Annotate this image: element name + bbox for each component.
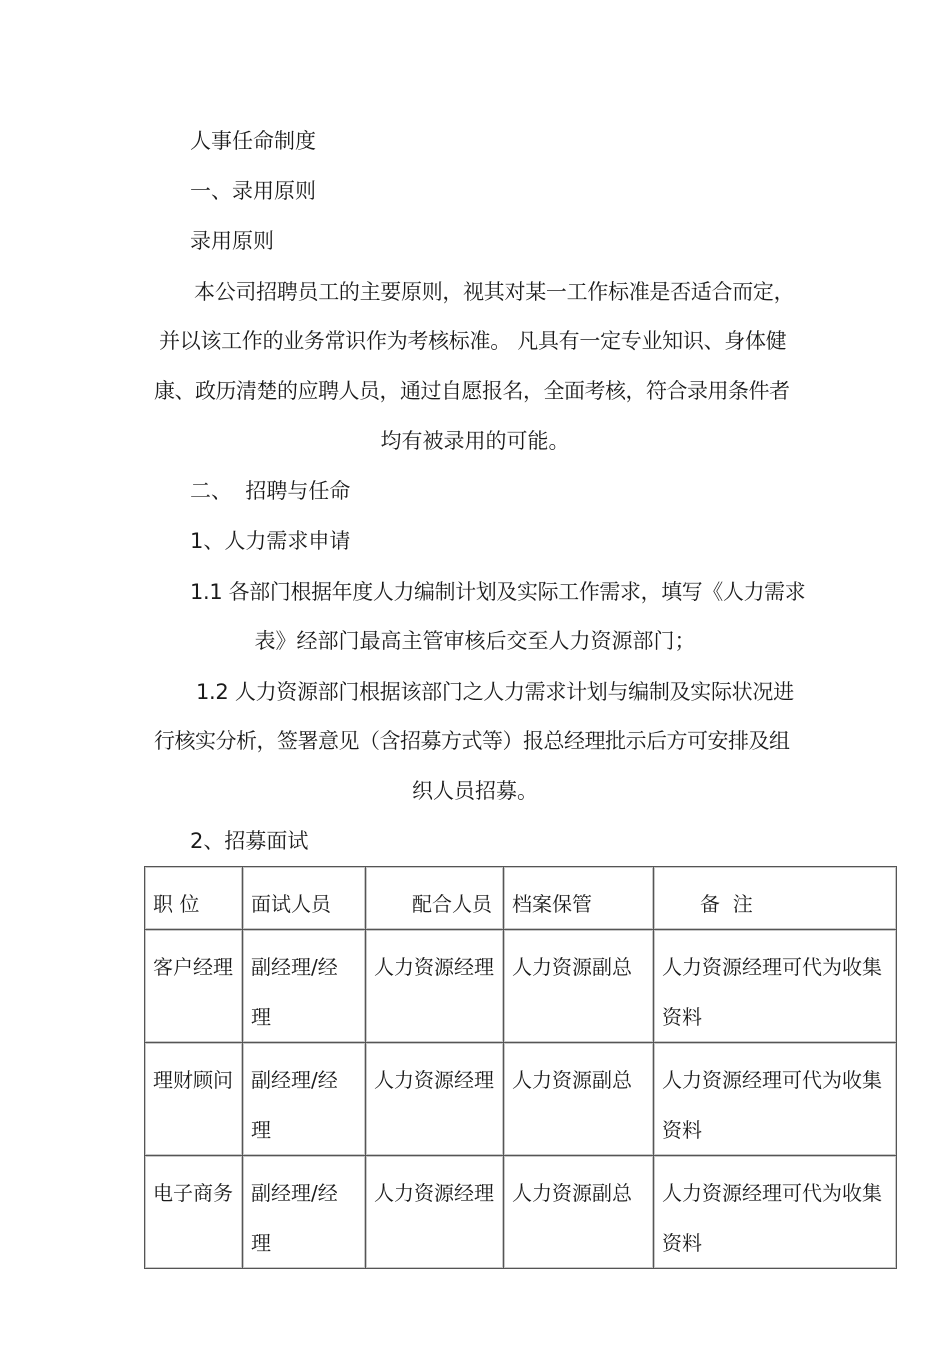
- paragraph-line: 康、政历清楚的应聘人员，通过自愿报名，全面考核，符合录用条件者: [154, 379, 790, 403]
- table-header-cell: 备 注: [654, 867, 897, 930]
- paragraph-line: 并以该工作的业务常识作为考核标准。 凡具有一定专业知识、身体健: [159, 329, 787, 353]
- table-cell: 人力资源副总: [504, 1156, 654, 1269]
- table-cell: 人力资源经理: [366, 1043, 504, 1156]
- table-cell: 副经理/经理: [243, 1043, 366, 1156]
- table-cell: 电子商务: [145, 1156, 243, 1269]
- table-cell: 人力资源副总: [504, 1043, 654, 1156]
- table-cell: 人力资源经理可代为收集资料: [654, 930, 897, 1043]
- table-cell: 副经理/经理: [243, 930, 366, 1043]
- paragraph-line: 织人员招募。: [412, 779, 538, 803]
- document-title: 人事任命制度: [190, 129, 316, 153]
- table-cell: 人力资源经理可代为收集资料: [654, 1156, 897, 1269]
- section2-heading: 二、 招聘与任命: [190, 479, 351, 503]
- table-row: [145, 1156, 897, 1269]
- table-cell: 人力资源经理: [366, 930, 504, 1043]
- table-header-row: [145, 867, 897, 930]
- table-cell: 副经理/经理: [243, 1156, 366, 1269]
- table-cell: 客户经理: [145, 930, 243, 1043]
- item1-heading: 1、人力需求申请: [190, 529, 351, 553]
- table-header-cell: 配合人员: [366, 867, 504, 930]
- section1-heading: 一、录用原则: [190, 179, 316, 203]
- item2-heading: 2、招募面试: [190, 829, 309, 853]
- section1-subheading: 录用原则: [190, 229, 274, 253]
- table-header-cell: 档案保管: [504, 867, 654, 930]
- table-row: [145, 1043, 897, 1156]
- paragraph-line: 行核实分析，签署意见（含招募方式等）报总经理批示后方可安排及组: [154, 729, 790, 753]
- recruitment-table: [144, 866, 897, 1269]
- paragraph-line: 均有被录用的可能。: [380, 429, 570, 453]
- table-header-cell: 面试人员: [243, 867, 366, 930]
- table-cell: 人力资源经理: [366, 1156, 504, 1269]
- paragraph-line: 本公司招聘员工的主要原则，视其对某一工作标准是否适合而定，: [194, 280, 795, 304]
- table-cell: 人力资源副总: [504, 930, 654, 1043]
- paragraph-line: 表》经部门最高主管审核后交至人力资源部门；: [254, 629, 696, 653]
- table-row: [145, 930, 897, 1043]
- paragraph-line: 1.1 各部门根据年度人力编制计划及实际工作需求，填写《人力需求: [190, 580, 806, 604]
- paragraph-line: 1.2 人力资源部门根据该部门之人力需求计划与编制及实际状况进: [196, 680, 794, 704]
- table-header-cell: 职 位: [145, 867, 243, 930]
- table-cell: 人力资源经理可代为收集资料: [654, 1043, 897, 1156]
- table-cell: 理财顾问: [145, 1043, 243, 1156]
